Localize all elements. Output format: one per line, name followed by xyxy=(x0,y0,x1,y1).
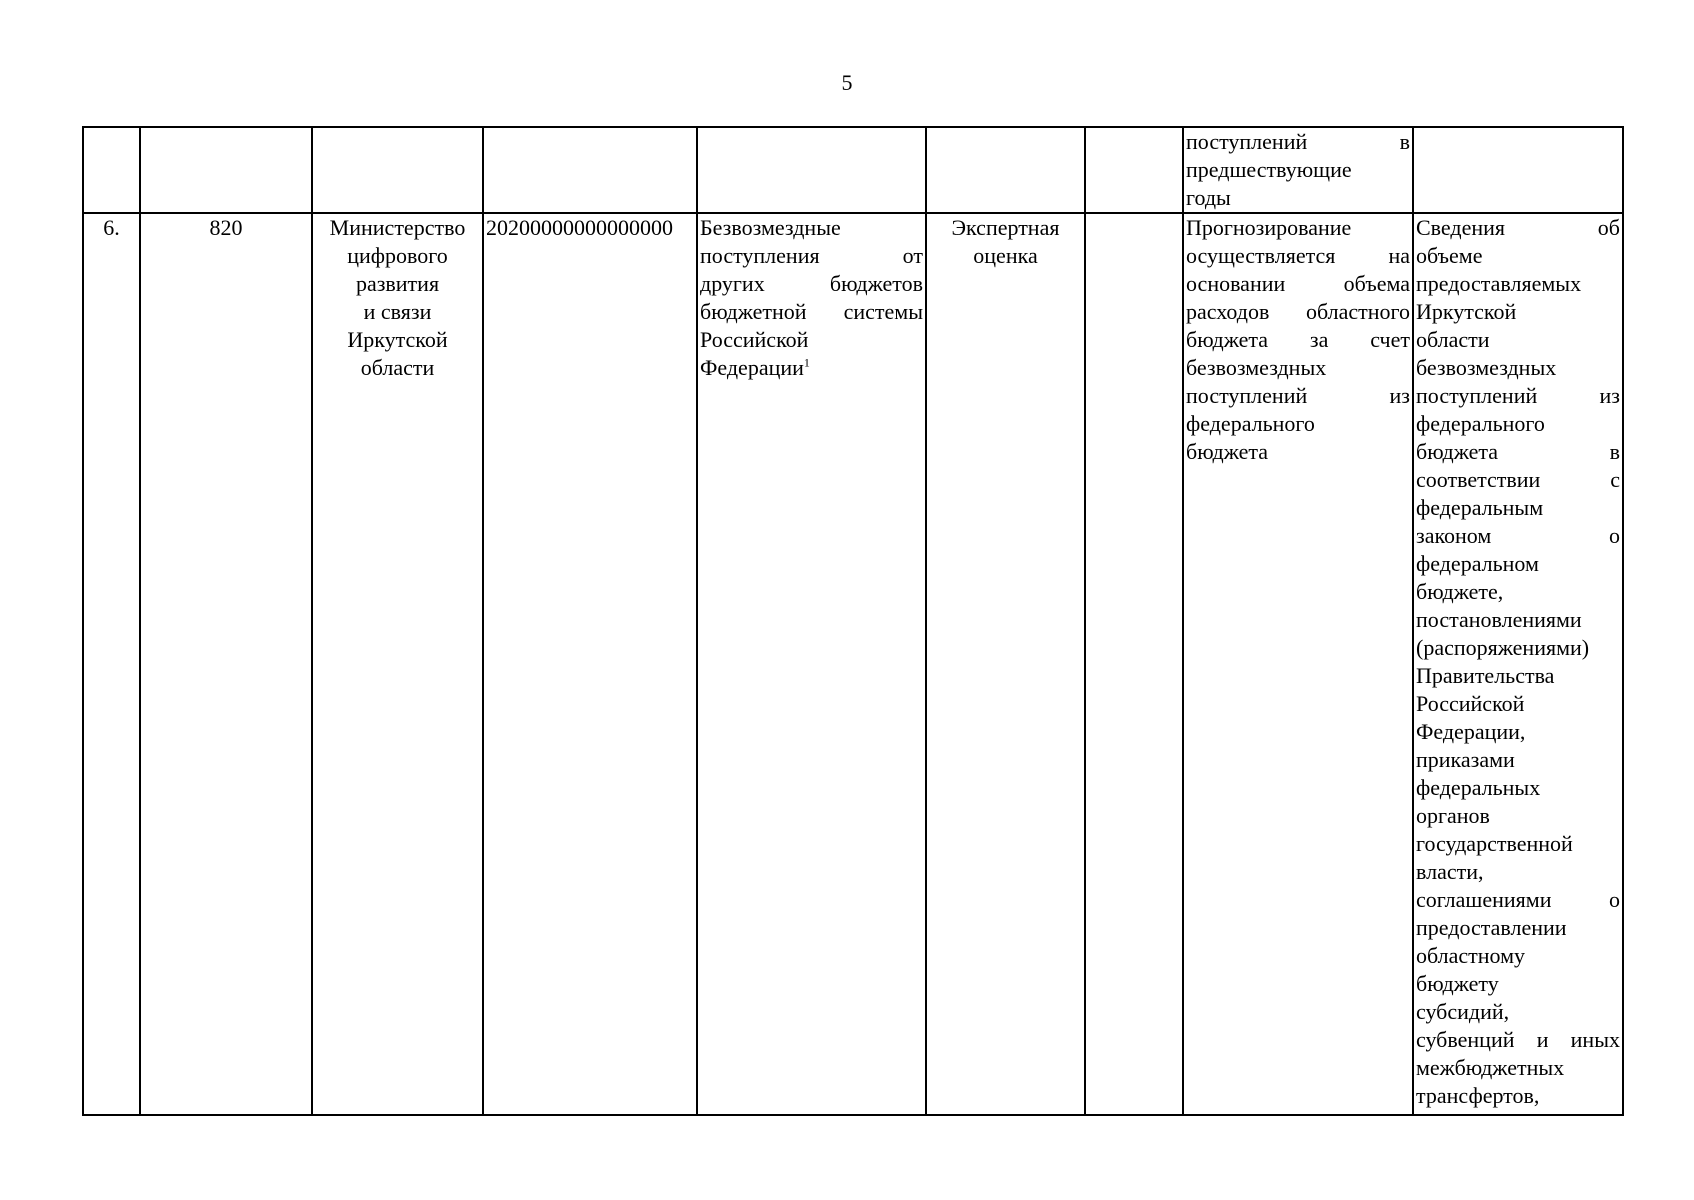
text-line: и связи xyxy=(363,299,432,324)
text-line: субсидий, xyxy=(1416,999,1510,1024)
text-line: государственной xyxy=(1416,831,1573,856)
cell-num-cont xyxy=(83,127,140,213)
income-forecast-table xyxy=(82,126,1624,1116)
cell-kbk-code: 20200000000000000 xyxy=(483,213,697,1115)
text-line: Министерство xyxy=(329,215,466,240)
text-line: поступлений в xyxy=(1186,129,1410,154)
text-line: поступлений из xyxy=(1416,383,1620,408)
text-line: безвозмездных xyxy=(1186,355,1327,380)
cell-org-cont xyxy=(312,127,483,213)
table-row-6 xyxy=(83,213,1623,1115)
text-line: соответствии с xyxy=(1416,467,1620,492)
cell-kbk-cont xyxy=(483,127,697,213)
text-line: органов xyxy=(1416,803,1490,828)
text-line: трансфертов, xyxy=(1416,1083,1540,1108)
text-line: бюджетной системы xyxy=(700,299,923,324)
text-line: межбюджетных xyxy=(1416,1055,1565,1080)
cell-col7 xyxy=(1085,213,1183,1115)
text-line: федеральным xyxy=(1416,495,1544,520)
text-line: федерального xyxy=(1186,411,1315,436)
text-line: соглашениями о xyxy=(1416,887,1620,912)
text-line: постановлениями xyxy=(1416,607,1582,632)
text-line: цифрового xyxy=(347,243,448,268)
text-line: других бюджетов xyxy=(700,271,923,296)
text-line-with-footnote xyxy=(700,354,923,382)
text-line: предоставлении xyxy=(1416,915,1567,940)
text-line: Российской xyxy=(1416,691,1525,716)
text-line: бюджету xyxy=(1416,971,1499,996)
cell-organization xyxy=(312,213,483,1115)
cell-code-cont xyxy=(140,127,312,213)
text-line: годы xyxy=(1186,185,1231,210)
cell-source-data xyxy=(1413,213,1623,1115)
text-line: области xyxy=(360,355,435,380)
text-line: власти, xyxy=(1416,859,1484,884)
text-line: федеральном xyxy=(1416,551,1539,576)
text-line: федеральных xyxy=(1416,775,1541,800)
text-line: Правительства xyxy=(1416,663,1555,688)
text-line: безвозмездных xyxy=(1416,355,1557,380)
text-line: предоставляемых xyxy=(1416,271,1582,296)
text-line: Экспертная xyxy=(951,215,1060,240)
text-line: области xyxy=(1416,327,1490,352)
cell-method xyxy=(926,213,1085,1115)
table-row-continuation xyxy=(83,127,1623,213)
text-line: приказами xyxy=(1416,747,1515,772)
text-line: бюджета за счет xyxy=(1186,327,1410,352)
text-line: объеме xyxy=(1416,243,1483,268)
text-line: Федерации, xyxy=(1416,719,1526,744)
text-line: федерального xyxy=(1416,411,1545,436)
text-line: Российской xyxy=(700,327,809,352)
cell-forecast-description xyxy=(1183,213,1413,1115)
page-number: 5 xyxy=(841,70,853,95)
text-line: осуществляется на xyxy=(1186,243,1410,268)
cell-admin-code: 820 xyxy=(140,213,312,1115)
text-line: Иркутской xyxy=(1416,299,1517,324)
text-line: развития xyxy=(355,271,440,296)
text-line: поступления от xyxy=(700,243,923,268)
cell-forecast-cont xyxy=(1183,127,1413,213)
text-line: оценка xyxy=(973,243,1038,268)
cell-income-name-cont xyxy=(697,127,926,213)
cell-row-number: 6. xyxy=(83,213,140,1115)
text-line: расходов областного xyxy=(1186,299,1410,324)
text-line: Безвозмездные xyxy=(700,215,841,240)
text-line: предшествующие xyxy=(1186,157,1352,182)
cell-source-cont xyxy=(1413,127,1623,213)
cell-income-name xyxy=(697,213,926,1115)
footnote-marker: 1 xyxy=(803,355,810,370)
text-line: Прогнозирование xyxy=(1186,215,1352,240)
text-line: субвенций и иных xyxy=(1416,1027,1620,1052)
cell-col7-cont xyxy=(1085,127,1183,213)
text-line: бюджета xyxy=(1186,439,1269,464)
text-line: законом о xyxy=(1416,523,1620,548)
text-line: (распоряжениями) xyxy=(1416,635,1590,660)
text-line: основании объема xyxy=(1186,271,1410,296)
text-line: бюджета в xyxy=(1416,439,1620,464)
text-line: областному xyxy=(1416,943,1526,968)
text: Федерации xyxy=(700,355,804,380)
text-line: поступлений из xyxy=(1186,383,1410,408)
text-line: бюджете, xyxy=(1416,579,1504,604)
text-line: Сведения об xyxy=(1416,215,1620,240)
text-line: Иркутской xyxy=(347,327,448,352)
cell-method-cont xyxy=(926,127,1085,213)
